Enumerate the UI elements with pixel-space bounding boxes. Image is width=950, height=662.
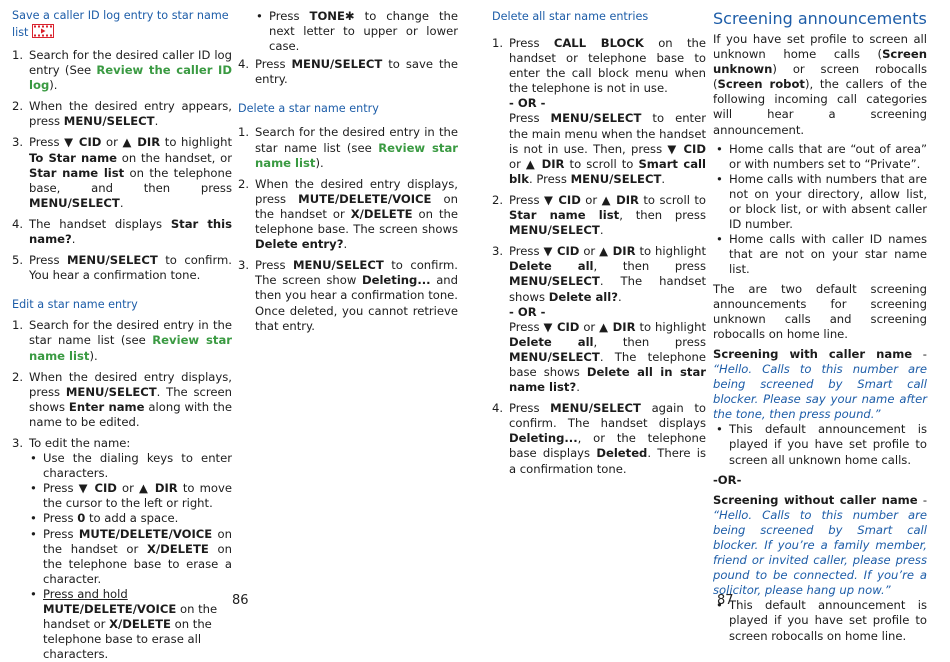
with-name-note <box>713 422 927 467</box>
screening-without-name: Screening without caller name - “Hello. Calls to this number are being screened by Smart call blocker. If you’re a family member, friend or invited caller, please press pound to be connected. If you’re a solicitor, please hang up now.” <box>713 492 927 598</box>
delete-star-heading: Delete a star name entry <box>238 102 379 116</box>
page-number-right: 87 <box>717 593 734 608</box>
edit-substep-case: • Press TONE✱ to change the next letter to upper or lower case. <box>255 9 458 54</box>
page-number-left: 86 <box>232 593 249 608</box>
edit-substeps-continued <box>238 9 458 54</box>
edit-step-4-list <box>238 57 458 87</box>
edit-step-1: 1. Search for the desired entry in the star name list (see Review star name list). <box>12 318 232 363</box>
screening-with-name: Screening with caller name - “Hello. Calls to this number are being screened by Smart call blocker. Please say your name after the tone, then press pound.” <box>713 346 927 422</box>
delete-step-1: 1. Search for the desired entry in the star name list (see Review star name list). <box>238 125 458 170</box>
screening-title: Screening announcements <box>713 9 927 28</box>
delete-all-step-3: 3. Press ▼ CID or ▲ DIR to highlight Delete all, then press MENU/SELECT. The handset shows Delete all?. - OR - Press ▼ CID or ▲ DIR to highlight Delete all, then press MENU/SELECT. The telephone base shows Delete all in star name list?. <box>492 244 707 395</box>
link-review-star-name-list-2[interactable]: Review star name list <box>255 140 458 170</box>
category-unlisted: • Home calls with numbers that are not on your directory, allow list, or block list, or with absent caller ID number. <box>715 172 927 232</box>
delete-all-step-4: 4. Press MENU/SELECT again to confirm. The handset displays Deleting..., or the telephone base displays Deleted. There is a confirmation tone. <box>492 401 706 476</box>
screening-intro: If you have set profile to screen all unknown home calls (Screen unknown) or screen robocalls (Screen robot), the callers of the following incoming call categories will hear a screening announcement. <box>713 32 927 137</box>
default-announcements-text: The are two default screening announcements for screening unknown calls and screening robocalls on home line. <box>713 281 927 341</box>
save-step-2: 2. When the desired entry appears, press MENU/SELECT. <box>12 99 232 129</box>
or-divider: -OR- <box>713 472 742 487</box>
left-column-2 <box>238 9 458 340</box>
save-to-star-heading: Save a caller ID log entry to star name list <box>12 8 232 43</box>
delete-all-step-2: 2. Press ▼ CID or ▲ DIR to scroll to Star name list, then press MENU/SELECT. <box>492 192 706 238</box>
or-separator: - OR - <box>509 96 546 111</box>
with-name-note-item: • This default announcement is played if you have set profile to screen all unknown home calls. <box>715 422 927 467</box>
edit-steps <box>12 318 232 662</box>
without-name-note-item: • This default announcement is played if you have set profile to screen robocalls on home line. <box>715 598 927 643</box>
category-not-star-name: • Home calls with caller ID names that are not on your star name list. <box>715 232 927 277</box>
save-step-1: 1. Search for the desired caller ID log entry (See Review the caller ID log). <box>12 48 232 93</box>
link-review-caller-id-log[interactable]: Review the caller ID log <box>29 63 232 93</box>
save-step-3: 3. Press ▼ CID or ▲ DIR to highlight To Star name on the handset, or Star name list on the telephone base, and then press MENU/SELECT. <box>12 135 232 210</box>
delete-all-step-1: 1. Press CALL BLOCK on the handset or telephone base to enter the call block menu when the telephone is not in use. - OR - Press MENU/SELECT to enter the main menu when the handset is not in use. Then, press ▼ CID or ▲ DIR to scroll to Smart call blk. Press MENU/SELECT. <box>492 36 706 186</box>
edit-star-heading: Edit a star name entry <box>12 298 138 312</box>
delete-step-2: 2. When the desired entry displays, press MUTE/DELETE/VOICE on the handset or X/DELETE on the telephone base. The screen shows Delete entry?. <box>238 176 458 252</box>
edit-substep-erase-all: • Press and hold MUTE/DELETE/VOICE on the handset or X/DELETE on the telephone base to erase all characters. <box>29 587 232 662</box>
edit-step-3: 3. To edit the name: • Use the dialing keys to enter characters. • Press ▼ CID or ▲ DIR to move the cursor to the left or right. • Press 0 to add a space. • Press MUTE/DELETE/VOICE on the handset or X/DELETE on the telephone base to erase a character. • Press and hold MUTE/DELETE/VOICE on the handset or X/DELETE on the telephone base to erase all characters. <box>12 436 232 662</box>
right-column-2 <box>713 0 927 644</box>
edit-substep-dial: • Use the dialing keys to enter characters. <box>29 451 232 481</box>
category-out-of-area: • Home calls that are “out of area” or with numbers set to “Private”. <box>715 142 927 172</box>
edit-substep-move: • Press ▼ CID or ▲ DIR to move the cursor to the left or right. <box>29 481 232 511</box>
without-name-note <box>713 598 927 643</box>
right-column-1 <box>492 0 706 483</box>
edit-step-4: 4. Press MENU/SELECT to save the entry. <box>238 57 458 87</box>
edit-substeps <box>29 451 232 662</box>
delete-all-steps <box>492 36 706 477</box>
left-column-1 <box>12 0 232 662</box>
save-step-5: 5. Press MENU/SELECT to confirm. You hear a confirmation tone. <box>12 253 232 283</box>
save-steps <box>12 48 232 283</box>
link-review-star-name-list[interactable]: Review star name list <box>29 333 232 363</box>
video-icon[interactable] <box>32 24 54 43</box>
edit-substep-erase: • Press MUTE/DELETE/VOICE on the handset or X/DELETE on the telephone base to erase a character. <box>29 527 232 587</box>
edit-substep-space: • Press 0 to add a space. <box>29 511 232 526</box>
delete-steps <box>238 125 458 333</box>
edit-step-2: 2. When the desired entry displays, press MENU/SELECT. The screen shows Enter name along with the name to be edited. <box>12 369 232 429</box>
delete-all-heading: Delete all star name entries <box>492 10 649 23</box>
delete-step-3: 3. Press MENU/SELECT to confirm. The screen show Deleting... and then you hear a confirmation tone. Once deleted, you cannot retrieve that entry. <box>238 258 459 333</box>
save-step-4: 4. The handset displays Star this name?. <box>12 216 232 247</box>
screening-categories <box>713 142 927 278</box>
or-separator-2: - OR - <box>509 304 546 319</box>
